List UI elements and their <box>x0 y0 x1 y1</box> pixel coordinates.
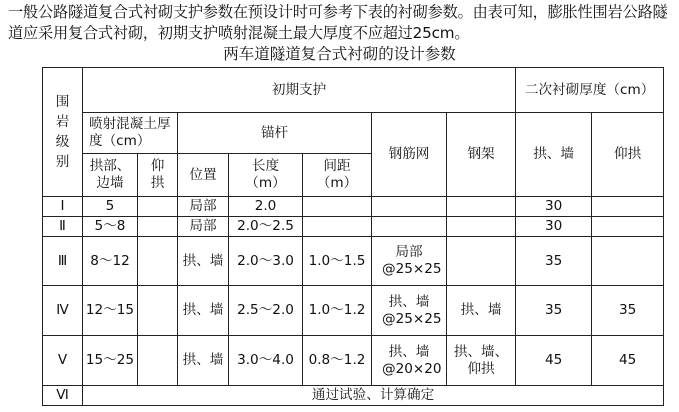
shotcrete-arch-cell: 5 <box>83 197 138 217</box>
grade-cell: Ⅳ <box>43 286 83 336</box>
anchor-spacing-cell: 0.8～1.2 <box>303 336 372 386</box>
anchor-spacing-cell: 1.0～1.2 <box>303 286 372 336</box>
secondary-arch-cell: 35 <box>516 286 592 336</box>
anchor-position-cell: 拱、墙 <box>178 336 229 386</box>
anchor-length-cell: 2.5～2.0 <box>229 286 303 336</box>
anchor-length-cell: 2.0 <box>229 197 303 217</box>
table-row <box>43 237 664 286</box>
mesh-cell: 拱、墙 @20×20 <box>372 336 447 386</box>
shotcrete-arch-cell: 5～8 <box>83 217 138 237</box>
secondary-arch-cell: 45 <box>516 336 592 386</box>
header-shotcrete-invert: 仰拱 <box>138 154 178 197</box>
secondary-invert-cell: 45 <box>592 336 664 386</box>
table-row <box>43 386 664 406</box>
table-caption: 两车道隧道复合式衬砌的设计参数 <box>223 45 456 63</box>
secondary-arch-cell: 30 <box>516 217 592 237</box>
shotcrete-invert-cell <box>138 286 178 336</box>
header-secondary-lining: 二次衬砌厚度（cm） <box>516 68 664 113</box>
lining-parameter-table <box>42 67 664 406</box>
header-spacing: 间距（m） <box>303 154 372 197</box>
header-steel-frame: 钢架 <box>447 113 516 197</box>
intro-paragraph: 一般公路隧道复合式衬砌支护参数在预设计时可参考下表的衬砌参数。由表可知，膨胀性围岩公路隧道应采用复合式衬砌，初期支护喷射混凝土最大厚度不应超过25cm。 <box>8 3 668 42</box>
header-row-2 <box>43 113 664 154</box>
anchor-spacing-cell: 1.0～1.5 <box>303 237 372 286</box>
table-row <box>43 197 664 217</box>
anchor-length-cell: 2.0～2.5 <box>229 217 303 237</box>
secondary-invert-cell: 35 <box>592 286 664 336</box>
header-shotcrete: 喷射混凝土厚度（cm） <box>83 113 178 154</box>
frame-cell <box>447 217 516 237</box>
frame-cell <box>447 237 516 286</box>
shotcrete-arch-cell: 8～12 <box>83 237 138 286</box>
shotcrete-invert-cell <box>138 336 178 386</box>
frame-cell: 拱、墙 <box>447 286 516 336</box>
mesh-cell <box>372 197 447 217</box>
table-row <box>43 286 664 336</box>
header-secondary-invert: 仰拱 <box>592 113 664 197</box>
mesh-cell <box>372 217 447 237</box>
shotcrete-arch-cell: 12～15 <box>83 286 138 336</box>
grade-cell: Ⅵ <box>43 386 83 406</box>
secondary-invert-cell <box>592 237 664 286</box>
shotcrete-arch-cell: 15～25 <box>83 336 138 386</box>
shotcrete-invert-cell <box>138 237 178 286</box>
secondary-arch-cell: 30 <box>516 197 592 217</box>
grade-cell: Ⅰ <box>43 197 83 217</box>
shotcrete-invert-cell <box>138 217 178 237</box>
header-row-1 <box>43 68 664 113</box>
anchor-position-cell: 局部 <box>178 197 229 217</box>
anchor-length-cell: 3.0～4.0 <box>229 336 303 386</box>
header-secondary-arch-wall: 拱、墙 <box>516 113 592 197</box>
grade-cell: Ⅴ <box>43 336 83 386</box>
header-length: 长度（m） <box>229 154 303 197</box>
table-row <box>43 336 664 386</box>
frame-cell <box>447 197 516 217</box>
header-initial-support: 初期支护 <box>83 68 516 113</box>
secondary-invert-cell <box>592 217 664 237</box>
table-row <box>43 217 664 237</box>
header-arch-side-wall: 拱部、边墙 <box>83 154 138 197</box>
anchor-position-cell: 局部 <box>178 217 229 237</box>
header-mesh: 钢筋网 <box>372 113 447 197</box>
grade-cell: Ⅲ <box>43 237 83 286</box>
anchor-position-cell: 拱、墙 <box>178 237 229 286</box>
header-anchor: 锚杆 <box>178 113 372 154</box>
frame-cell: 拱、墙、仰拱 <box>447 336 516 386</box>
anchor-spacing-cell <box>303 217 372 237</box>
mesh-cell: 局部 @25×25 <box>372 237 447 286</box>
header-grade: 围岩级别 <box>43 68 83 197</box>
grade-cell: Ⅱ <box>43 217 83 237</box>
mesh-cell: 拱、墙 @25×25 <box>372 286 447 336</box>
anchor-spacing-cell <box>303 197 372 217</box>
note-cell: 通过试验、计算确定 <box>83 386 664 406</box>
anchor-length-cell: 2.0～3.0 <box>229 237 303 286</box>
secondary-invert-cell <box>592 197 664 217</box>
header-position: 位置 <box>178 154 229 197</box>
shotcrete-invert-cell <box>138 197 178 217</box>
anchor-position-cell: 拱、墙 <box>178 286 229 336</box>
secondary-arch-cell: 35 <box>516 237 592 286</box>
